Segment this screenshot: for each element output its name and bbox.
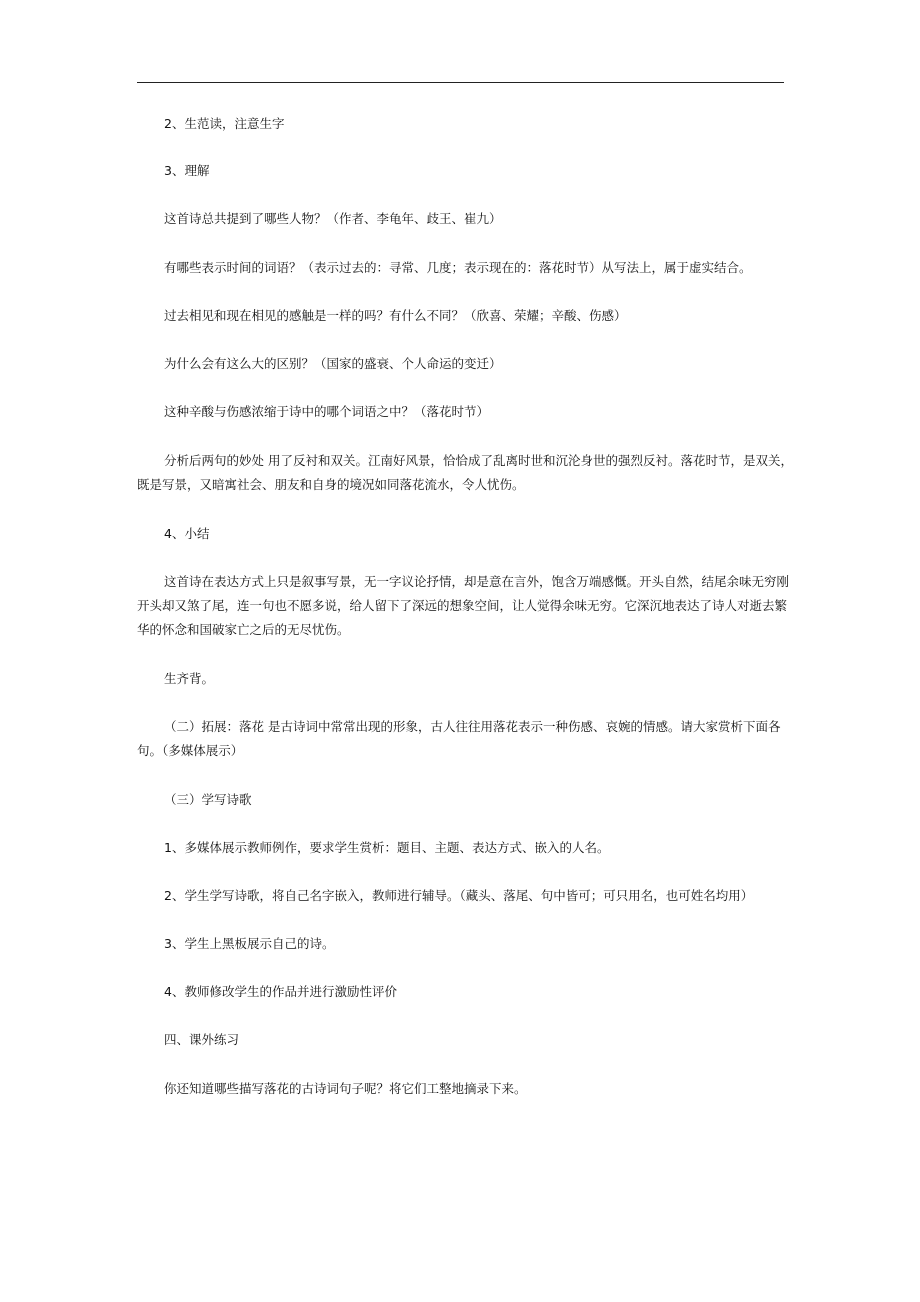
text-line: 2、生范读，注意生字 xyxy=(164,116,285,131)
text-line: 开头却又煞了尾，连一句也不愿多说，给人留下了深远的想象空间，让人觉得余味无穷。它深沉地表达了诗人对逝去繁 xyxy=(137,598,788,613)
section-heading: （三）学写诗歌 xyxy=(164,792,252,807)
text-line: 既是写景，又暗寓社会、朋友和自身的境况如同落花流水，令人忧伤。 xyxy=(137,477,525,492)
text-line: 1、多媒体展示教师例作，要求学生赏析：题目、主题、表达方式、嵌入的人名。 xyxy=(164,840,610,855)
text-line: 华的怀念和国破家亡之后的无尽忧伤。 xyxy=(137,622,350,637)
text-line: 你还知道哪些描写落花的古诗词句子呢？将它们工整地摘录下来。 xyxy=(164,1081,527,1096)
header-rule xyxy=(137,82,784,83)
paragraph-summary xyxy=(137,573,790,645)
section-heading: 3、理解 xyxy=(164,163,210,178)
paragraph-analysis xyxy=(137,452,793,500)
text-line: 2、学生学写诗歌，将自己名字嵌入，教师进行辅导。（藏头、落尾、句中皆可；可只用名，也可姓名均用） xyxy=(164,888,754,903)
text-line: 这首诗在表达方式上只是叙事写景，无一字议论抒情，却是意在言外，饱含万端感慨。开头自然，结尾余味无穷刚 xyxy=(164,574,790,589)
text-line: 为什么会有这么大的区别？（国家的盛衰、个人命运的变迁） xyxy=(164,356,502,371)
text-line: 过去相见和现在相见的感触是一样的吗？有什么不同？（欣喜、荣耀；辛酸、伤感） xyxy=(164,308,627,323)
text-line: 4、教师修改学生的作品并进行激励性评价 xyxy=(164,984,397,999)
text-line: 这首诗总共提到了哪些人物？（作者、李龟年、歧王、崔九） xyxy=(164,211,502,226)
text-line: 句。（多媒体展示） xyxy=(137,743,244,758)
text-line: 分析后两句的妙处 用了反衬和双关。江南好风景，恰恰成了乱离时世和沉沦身世的强烈反衬。落花时节，是双关， xyxy=(164,453,793,468)
text-line: 3、学生上黑板展示自己的诗。 xyxy=(164,936,335,951)
text-line: 生齐背。 xyxy=(164,671,215,686)
text-line: 这种辛酸与伤感浓缩于诗中的哪个词语之中？（落花时节） xyxy=(164,404,490,419)
text-line: 有哪些表示时间的词语？（表示过去的：寻常、几度；表示现在的：落花时节）从写法上，属于虚实结合。 xyxy=(164,260,752,275)
paragraph-extension xyxy=(137,718,784,766)
section-heading: 四、课外练习 xyxy=(164,1032,240,1047)
section-heading: 4、小结 xyxy=(164,526,210,541)
text-line: （二）拓展：落花 是古诗词中常常出现的形象，古人往往用落花表示一种伤感、哀婉的情感。请大家赏析下面各 xyxy=(164,719,781,734)
